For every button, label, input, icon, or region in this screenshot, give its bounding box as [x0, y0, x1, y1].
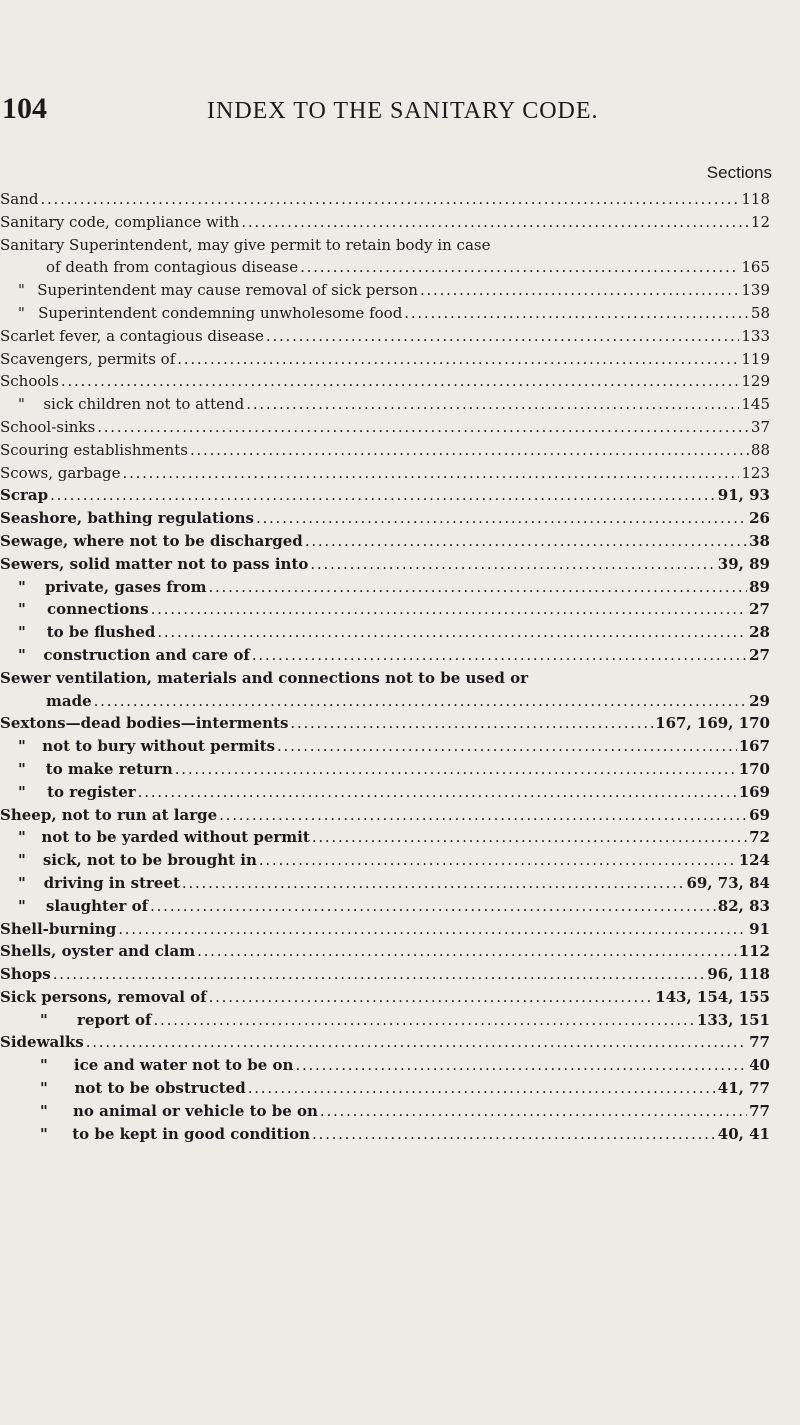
entry-label — [0, 553, 308, 576]
entry-text: not to be obstructed — [74, 1079, 246, 1098]
entry-text: private, gases from — [44, 577, 207, 596]
section-reference: 96, 118 — [707, 965, 770, 984]
entry-label — [56, 1054, 294, 1077]
entry-label — [0, 416, 95, 439]
ditto-mark: " — [18, 851, 26, 870]
entry-label — [0, 348, 175, 371]
section-reference: 29 — [749, 691, 770, 710]
index-entry — [0, 940, 770, 963]
dot-leader — [123, 462, 740, 485]
section-reference: 123 — [741, 463, 770, 482]
dot-leader — [300, 256, 739, 279]
entry-label — [0, 667, 528, 690]
entry-label — [0, 963, 51, 986]
ditto-mark: " — [40, 1079, 48, 1098]
section-reference: 112 — [738, 942, 770, 961]
dot-leader — [154, 1009, 695, 1032]
entry-text: slaughter of — [45, 896, 149, 915]
section-reference: 28 — [749, 623, 770, 642]
index-entry — [0, 690, 770, 713]
entry-text: Seashore, bathing regulations — [0, 509, 254, 528]
dot-leader — [241, 211, 749, 234]
entry-text: Superintendent condemning unwholesome food — [38, 303, 403, 322]
section-reference: 40 — [749, 1056, 770, 1075]
dot-leader — [310, 553, 715, 576]
dot-leader — [266, 325, 739, 348]
entry-label — [29, 279, 418, 302]
dot-leader — [420, 279, 739, 302]
entry-label — [0, 986, 207, 1009]
index-entry — [0, 1009, 770, 1032]
section-reference: 27 — [749, 645, 770, 664]
index-entry — [0, 416, 770, 439]
section-reference: 39, 89 — [717, 554, 770, 573]
index-entry — [0, 211, 770, 234]
index-entry — [0, 1054, 770, 1077]
entry-text: construction and care of — [43, 645, 250, 664]
index-entry — [0, 256, 770, 279]
dot-leader — [259, 849, 737, 872]
dot-leader — [151, 598, 748, 621]
section-reference: 91, 93 — [717, 486, 770, 505]
dot-leader — [246, 393, 739, 416]
index-entry — [0, 621, 770, 644]
entry-label — [0, 325, 264, 348]
index-entry — [0, 849, 770, 872]
entry-label — [0, 188, 38, 211]
index-entry — [0, 188, 770, 211]
entry-label — [0, 804, 217, 827]
dot-leader — [50, 484, 716, 507]
entry-text: driving in street — [43, 873, 180, 892]
dot-leader — [86, 1031, 747, 1054]
section-reference: 88 — [750, 440, 770, 459]
dot-leader — [177, 348, 739, 371]
entry-text: Shell-burning — [0, 919, 117, 938]
entry-text: Scows, garbage — [0, 463, 121, 482]
entry-text: Scouring establishments — [0, 440, 188, 459]
entry-text: Sick persons, removal of — [0, 987, 207, 1006]
entry-label — [54, 1123, 310, 1146]
entry-label — [0, 507, 254, 530]
dot-leader — [182, 872, 685, 895]
entry-label — [0, 1031, 84, 1054]
dot-leader — [208, 576, 747, 599]
index-entry — [0, 735, 770, 758]
index-entry — [0, 1123, 770, 1146]
entry-label — [33, 826, 310, 849]
entry-text: Shells, oyster and clam — [0, 942, 196, 961]
dot-leader — [404, 302, 749, 325]
entry-text: ice and water not to be on — [73, 1056, 294, 1075]
section-reference: 89 — [749, 577, 770, 596]
index-entry — [0, 644, 770, 667]
index-entry — [0, 781, 770, 804]
entry-text: sick children not to attend — [43, 395, 245, 414]
section-reference: 72 — [749, 828, 770, 847]
dot-leader — [320, 1100, 747, 1123]
ditto-mark: " — [40, 1056, 48, 1075]
section-reference: 27 — [749, 600, 770, 619]
section-reference: 170 — [738, 759, 770, 778]
entry-text: Sewers, solid matter not to pass into — [0, 554, 309, 573]
entry-label — [0, 211, 239, 234]
entry-text: to be kept in good condition — [72, 1124, 310, 1143]
entry-label — [0, 530, 303, 553]
entry-text: Scrap — [0, 486, 49, 505]
ditto-mark: " — [18, 281, 25, 300]
entry-label — [39, 621, 156, 644]
index-entry — [0, 895, 770, 918]
entry-label — [35, 849, 257, 872]
dot-leader — [150, 895, 716, 918]
dot-leader — [138, 781, 737, 804]
index-entry — [0, 576, 770, 599]
dot-leader — [305, 530, 747, 553]
entry-text: sick, not to be brought in — [42, 851, 257, 870]
index-entry — [0, 986, 770, 1009]
entry-label — [0, 462, 121, 485]
running-title: INDEX TO THE SANITARY CODE. — [207, 98, 599, 124]
index-entry — [0, 553, 770, 576]
index-entry — [0, 325, 770, 348]
entry-text: no animal or vehicle to be on — [73, 1101, 318, 1120]
section-reference: 58 — [750, 303, 770, 322]
section-reference: 69, 73, 84 — [686, 873, 770, 892]
dot-leader — [190, 439, 749, 462]
section-reference: 143, 154, 155 — [655, 987, 770, 1006]
entry-text: Shops — [0, 965, 51, 984]
index-entry — [0, 1100, 770, 1123]
ditto-mark: " — [18, 600, 26, 619]
section-reference: 82, 83 — [717, 896, 770, 915]
index-entry — [0, 234, 770, 257]
entry-label — [0, 256, 298, 279]
section-reference: 12 — [750, 212, 770, 231]
section-reference: 91 — [749, 919, 770, 938]
section-reference: 133 — [741, 326, 770, 345]
index-entry — [0, 530, 770, 553]
ditto-mark: " — [40, 1124, 48, 1143]
section-reference: 129 — [741, 372, 770, 391]
dot-leader — [312, 826, 747, 849]
entry-label — [0, 712, 288, 735]
index-entry — [0, 484, 770, 507]
section-reference: 169 — [738, 782, 770, 801]
index-entry — [0, 1031, 770, 1054]
entry-text: report of — [77, 1010, 152, 1029]
ditto-mark: " — [18, 395, 25, 414]
entry-text: connections — [46, 600, 149, 619]
ditto-mark: " — [18, 623, 26, 642]
ditto-mark: " — [40, 1101, 48, 1120]
entry-text: Sand — [0, 190, 39, 208]
dot-leader — [118, 918, 747, 941]
entry-label — [0, 918, 116, 941]
index-entry — [0, 667, 770, 690]
dot-leader — [312, 1123, 716, 1146]
index-entry — [0, 370, 770, 393]
index-entry — [0, 439, 770, 462]
section-reference: 69 — [749, 805, 770, 824]
dot-leader — [209, 986, 654, 1009]
ditto-mark: " — [18, 645, 26, 664]
section-reference: 37 — [750, 417, 770, 436]
page-number: 104 — [2, 92, 47, 125]
entry-text: to make return — [45, 759, 173, 778]
section-reference: 77 — [749, 1033, 770, 1052]
dot-leader — [277, 735, 737, 758]
entry-text: School-sinks — [0, 417, 96, 436]
index-entry — [0, 826, 770, 849]
index-entry — [0, 393, 770, 416]
dot-leader — [175, 758, 737, 781]
entry-label — [39, 598, 149, 621]
section-reference: 124 — [738, 851, 770, 870]
dot-leader — [157, 621, 747, 644]
entry-label — [0, 234, 490, 257]
entry-label — [55, 1100, 318, 1123]
index-entry — [0, 598, 770, 621]
index-entry — [0, 279, 770, 302]
entry-text: Scarlet fever, a contagious disease — [0, 326, 264, 345]
entry-label — [38, 895, 148, 918]
entry-text: Sanitary Superintendent, may give permit to retain body in case — [0, 235, 491, 254]
entry-text: Superintendent may cause removal of sick person — [37, 281, 418, 300]
index-entry — [0, 302, 770, 325]
section-reference: 167 — [738, 737, 770, 756]
entry-text: Sextons—dead bodies—interments — [0, 714, 289, 733]
section-reference: 77 — [749, 1101, 770, 1120]
entry-label — [0, 940, 195, 963]
section-reference: 133, 151 — [696, 1010, 770, 1029]
entry-label — [0, 484, 48, 507]
section-reference: 40, 41 — [717, 1124, 770, 1143]
dot-leader — [248, 1077, 716, 1100]
entry-label — [0, 370, 59, 393]
entry-label — [36, 872, 180, 895]
index-entry — [0, 507, 770, 530]
dot-leader — [53, 963, 706, 986]
entry-text: of death from contagious disease — [46, 258, 299, 277]
index-entry — [0, 804, 770, 827]
ditto-mark: " — [18, 737, 26, 756]
entry-text: made — [46, 691, 92, 710]
entry-text: Scavengers, permits of — [0, 349, 176, 368]
entry-label — [39, 781, 136, 804]
entry-text: Sanitary code, compliance with — [0, 212, 240, 231]
ditto-mark: " — [18, 577, 26, 596]
entry-label — [30, 302, 402, 325]
index-entry — [0, 963, 770, 986]
entry-label — [35, 393, 244, 416]
column-heading: Sections — [706, 163, 772, 182]
dot-leader — [252, 644, 747, 667]
dot-leader — [97, 416, 749, 439]
ditto-mark: " — [18, 782, 26, 801]
section-reference: 38 — [749, 531, 770, 550]
entry-label — [37, 576, 207, 599]
page-header — [0, 92, 800, 132]
entry-text: not to bury without permits — [42, 737, 276, 756]
index-entry — [0, 758, 770, 781]
entry-label — [59, 1009, 151, 1032]
entry-text: not to be yarded without permit — [41, 828, 310, 847]
entry-text: Sewer ventilation, materials and connections not to be used or — [0, 668, 529, 687]
section-reference: 26 — [749, 509, 770, 528]
dot-leader — [94, 690, 748, 713]
entry-text: Sidewalks — [0, 1033, 84, 1052]
entry-label — [38, 758, 173, 781]
section-reference: 145 — [741, 395, 770, 414]
dot-leader — [197, 940, 737, 963]
section-reference: 119 — [741, 349, 770, 368]
index-entry — [0, 712, 770, 735]
index-entry — [0, 462, 770, 485]
entry-label — [35, 644, 249, 667]
section-reference: 118 — [741, 190, 770, 208]
ditto-mark: " — [18, 759, 26, 778]
index-entry — [0, 1077, 770, 1100]
entry-text: to be flushed — [46, 623, 156, 642]
entry-text: Sheep, not to run at large — [0, 805, 218, 824]
entry-label — [0, 439, 188, 462]
ditto-mark: " — [18, 896, 26, 915]
ditto-mark: " — [40, 1010, 48, 1029]
dot-leader — [290, 712, 653, 735]
section-reference: 139 — [741, 281, 770, 300]
ditto-mark: " — [18, 828, 26, 847]
section-reference: 41, 77 — [717, 1079, 770, 1098]
index-list — [0, 188, 770, 1145]
entry-label — [0, 690, 92, 713]
dot-leader — [40, 188, 739, 211]
dot-leader — [61, 370, 739, 393]
index-entry — [0, 872, 770, 895]
dot-leader — [219, 804, 747, 827]
dot-leader — [256, 507, 747, 530]
entry-label — [34, 735, 275, 758]
entry-text: Schools — [0, 372, 59, 391]
section-reference: 167, 169, 170 — [655, 714, 770, 733]
index-entry — [0, 348, 770, 371]
index-entry — [0, 918, 770, 941]
ditto-mark: " — [18, 303, 25, 322]
ditto-mark: " — [18, 873, 26, 892]
section-reference: 165 — [741, 258, 770, 277]
entry-label — [56, 1077, 245, 1100]
dot-leader — [295, 1054, 747, 1077]
entry-text: Sewage, where not to be discharged — [0, 531, 303, 550]
entry-text: to register — [47, 782, 136, 801]
